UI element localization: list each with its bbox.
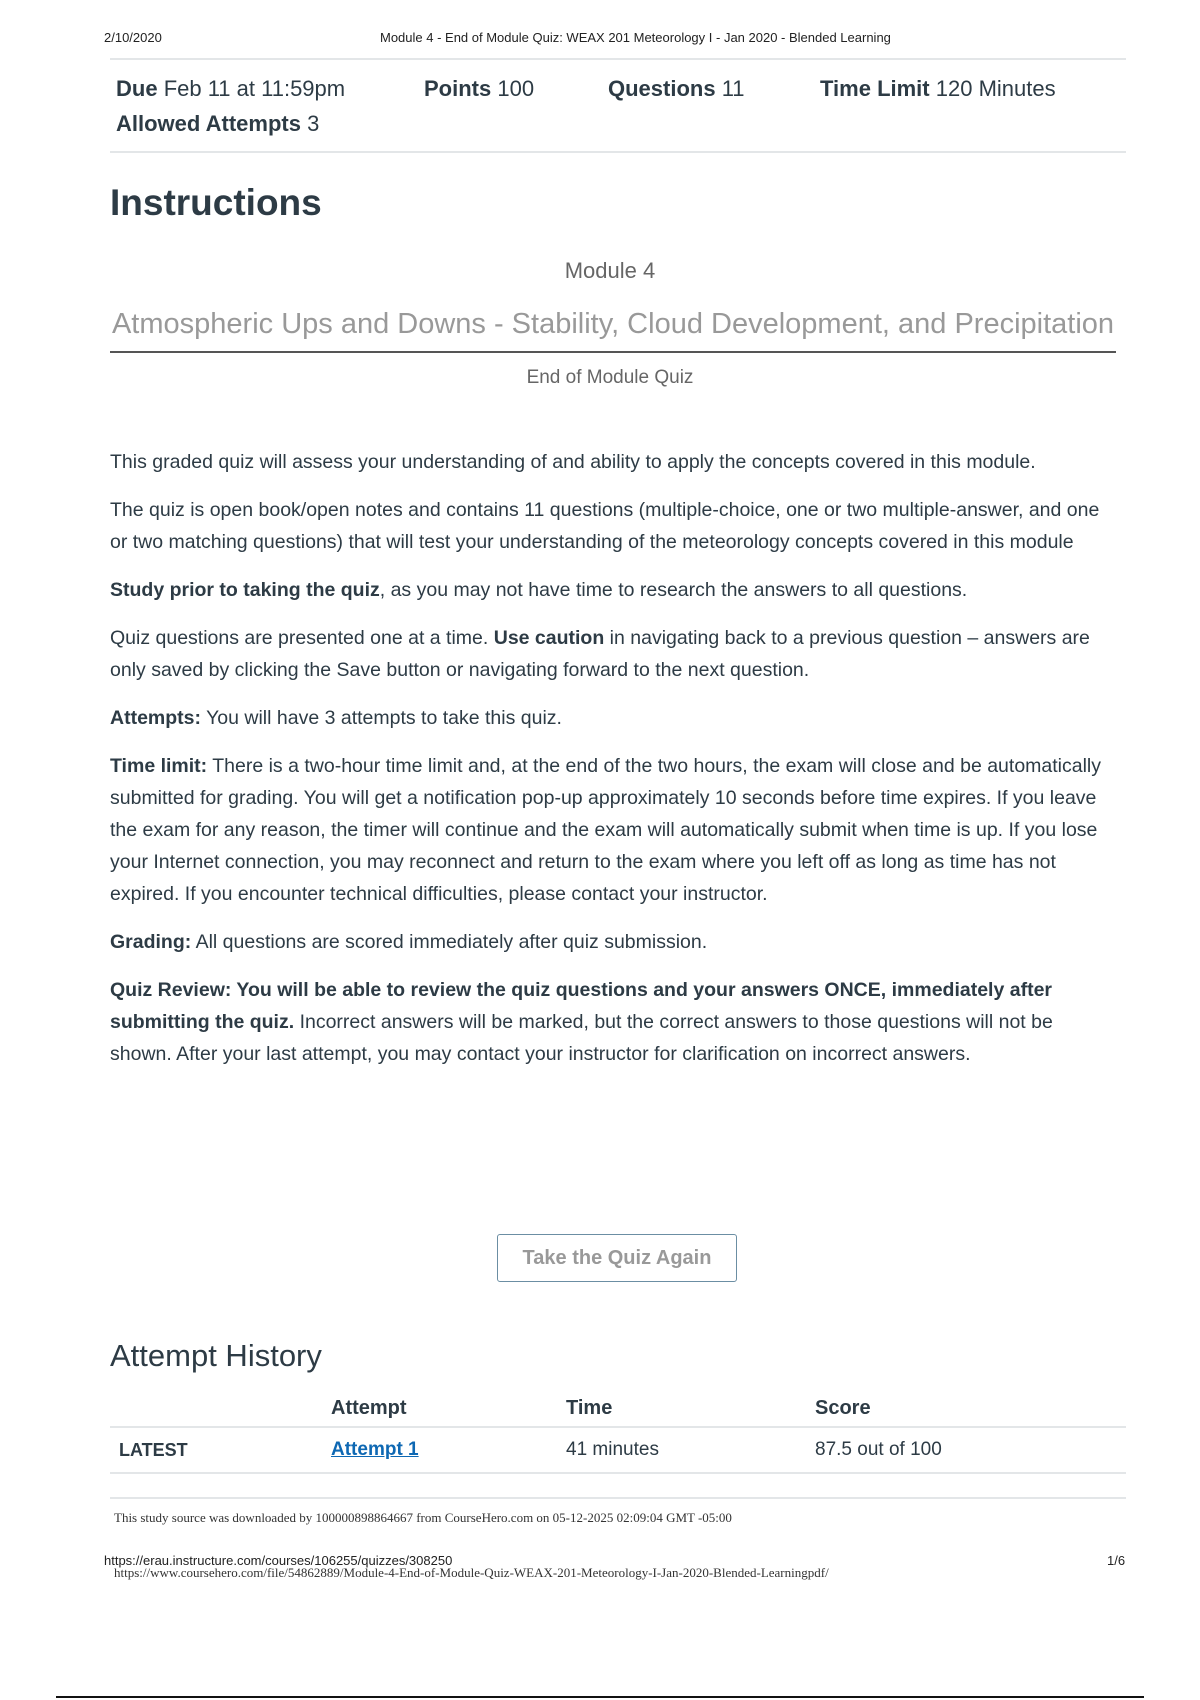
source-url: https://www.coursehero.com/file/54862889/Module-4-End-of-Module-Quiz-WEAX-201-Meteorology-I-Jan-2020-Blended-Learningpdf/ bbox=[114, 1565, 829, 1580]
print-date: 2/10/2020 bbox=[104, 30, 162, 45]
attempt-score: 87.5 out of 100 bbox=[815, 1427, 1126, 1473]
paragraph-intro: This graded quiz will assess your understanding of and ability to apply the concepts covered in this module. bbox=[110, 451, 1036, 473]
due-value: Feb 11 at 11:59pm bbox=[163, 76, 346, 101]
print-url: https://erau.instructure.com/courses/106255/quizzes/308250 bbox=[104, 1553, 453, 1568]
instructions-heading: Instructions bbox=[110, 182, 322, 223]
footer-divider bbox=[110, 1497, 1126, 1499]
questions-value: 11 bbox=[721, 76, 745, 101]
column-header-time: Time bbox=[566, 1390, 815, 1427]
page-number: 1/6 bbox=[1107, 1553, 1126, 1568]
time-limit-value: 120 Minutes bbox=[935, 76, 1056, 101]
allowed-attempts bbox=[116, 111, 319, 137]
attempt-time: 41 minutes bbox=[566, 1427, 815, 1473]
points bbox=[424, 76, 534, 102]
paragraph-study: Study prior to taking the quiz, as you may not have time to research the answers to all questions. bbox=[110, 579, 968, 601]
due-date bbox=[116, 76, 345, 102]
points-label: Points bbox=[424, 76, 492, 101]
take-quiz-again-button[interactable]: Take the Quiz Again bbox=[497, 1234, 737, 1282]
page-bottom-rule bbox=[56, 1696, 1144, 1698]
questions-count bbox=[608, 76, 745, 102]
table-header-row bbox=[110, 1390, 1126, 1427]
module-label: Module 4 bbox=[564, 258, 656, 283]
attempt-history-title: Attempt History bbox=[110, 1338, 322, 1373]
points-value: 100 bbox=[497, 76, 535, 101]
paragraph-format: The quiz is open book/open notes and contains 11 questions (multiple-choice, one or two multiple-answer, and one or two matching questions) that will test your understanding of the meteorology concepts covered in this module bbox=[110, 499, 1100, 553]
attempt-history-table bbox=[110, 1390, 1126, 1474]
source-note: This study source was downloaded by 100000898864667 from CourseHero.com on 05-12-2025 02:09:04 GMT -05:00 bbox=[114, 1510, 732, 1525]
paragraph-navigation: Quiz questions are presented one at a time. Use caution in navigating back to a previous question – answers are only saved by clicking the Save button or navigating forward to the next question. bbox=[110, 627, 1090, 681]
latest-label: LATEST bbox=[110, 1427, 331, 1473]
print-page-title: Module 4 - End of Module Quiz: WEAX 201 Meteorology I - Jan 2020 - Blended Learning bbox=[380, 30, 891, 45]
quiz-label: End of Module Quiz bbox=[526, 367, 694, 388]
column-header-attempt: Attempt bbox=[331, 1390, 566, 1427]
paragraph-time-limit: Time limit: There is a two-hour time limit and, at the end of the two hours, the exam will close and be automatically submitted for grading. You will get a notification pop-up approximately 10 seconds before time expires. If you leave the exam for any reason, the timer will continue and the exam will automatically submit when time is up. If you lose your Internet connection, you may reconnect and return to the exam where you left off as long as time has not expired. If you encounter technical difficulties, please contact your instructor. bbox=[110, 755, 1102, 905]
time-limit-label: Time Limit bbox=[820, 76, 930, 101]
due-label: Due bbox=[116, 76, 158, 101]
paragraph-attempts: Attempts: You will have 3 attempts to take this quiz. bbox=[110, 707, 562, 729]
attempts-label: Allowed Attempts bbox=[116, 111, 301, 136]
paragraph-grading: Grading: All questions are scored immediately after quiz submission. bbox=[110, 931, 708, 953]
attempt-1-link[interactable]: Attempt 1 bbox=[331, 1439, 419, 1460]
time-limit bbox=[820, 76, 1056, 102]
module-title: Atmospheric Ups and Downs - Stability, Cloud Development, and Precipitation bbox=[110, 308, 1116, 353]
quiz-details bbox=[110, 58, 1126, 153]
attempts-value: 3 bbox=[307, 111, 320, 136]
paragraph-review: Quiz Review: You will be able to review the quiz questions and your answers ONCE, immediately after submitting the quiz. Incorrect answers will be marked, but the correct answers to those questions will not be shown. After your last attempt, you may contact your instructor for clarification on incorrect answers. bbox=[110, 979, 1053, 1065]
questions-label: Questions bbox=[608, 76, 716, 101]
table-row bbox=[110, 1427, 1126, 1473]
column-header-score: Score bbox=[815, 1390, 1126, 1427]
column-header-blank bbox=[110, 1390, 331, 1427]
instructions-body bbox=[110, 446, 1110, 1086]
